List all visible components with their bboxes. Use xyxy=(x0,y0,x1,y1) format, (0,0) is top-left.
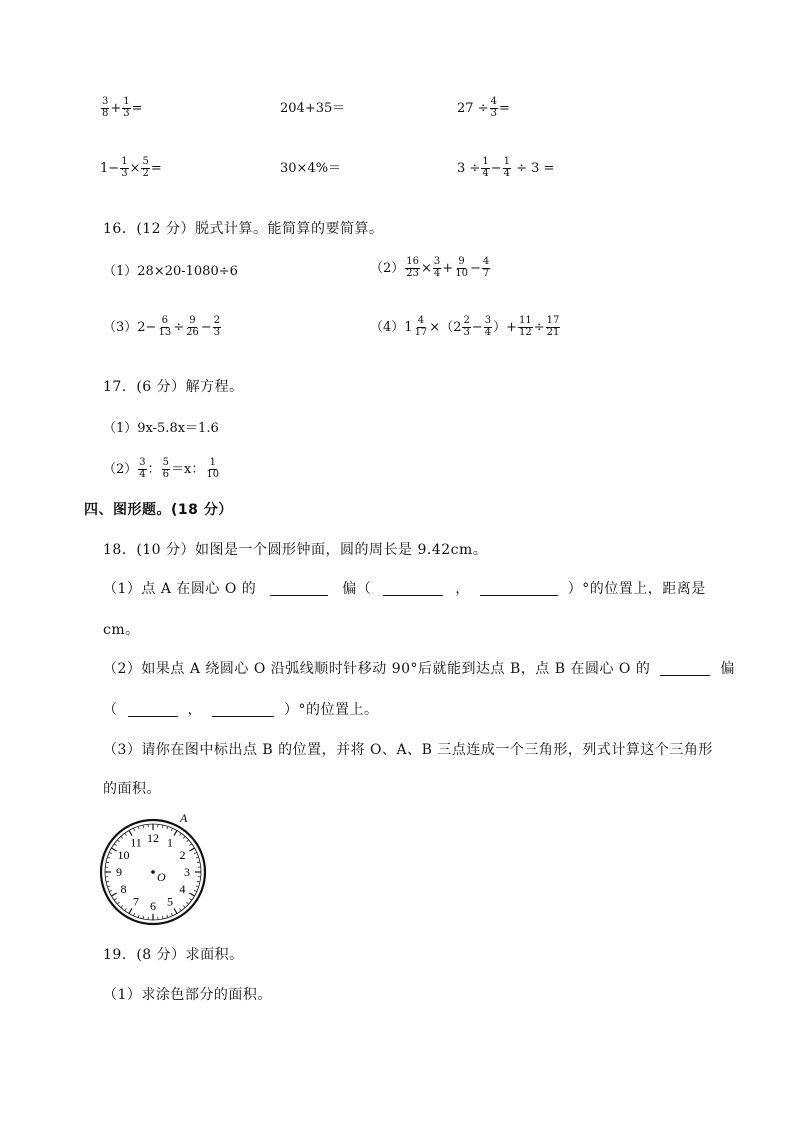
clock-number: 6 xyxy=(150,899,156,913)
q16-title: 16．(12 分）脱式计算。能简算的要简算。 xyxy=(103,221,384,237)
answer-blank[interactable] xyxy=(480,583,558,596)
clock-tick xyxy=(117,902,119,904)
clock-tick xyxy=(109,852,112,853)
clock-tick xyxy=(179,908,181,910)
fraction: $\frac{9}{26}$ xyxy=(186,315,199,338)
clock-tick xyxy=(186,902,188,904)
fraction: $\frac{17}{21}$ xyxy=(546,315,560,338)
q17-part2: （2） $\frac{3}{4}$ ： $\frac{5}{6}$ ＝x： $\frac{1}{10}$ xyxy=(103,457,220,480)
calc-r2-c3: 3 ÷ $\frac{1}{4}$ − $\frac{1}{4}$ ÷ 3 = xyxy=(457,156,555,179)
point-a-label: A xyxy=(180,811,188,825)
fraction: $\frac{11}{12}$ xyxy=(519,315,532,338)
q18-title: 18．(10 分）如图是一个圆形钟面，圆的周长是 9.42cm。 xyxy=(103,542,488,558)
clock-tick xyxy=(194,852,197,853)
clock-tick xyxy=(186,840,188,842)
clock-tick xyxy=(167,826,168,829)
clock-tick xyxy=(111,893,116,896)
clock-tick xyxy=(121,836,123,838)
clock-tick xyxy=(143,825,144,828)
fraction: $\frac{1}{4}$ xyxy=(503,156,510,179)
clock-tick xyxy=(125,908,127,910)
q16-part3: （3） 2− $\frac{6}{13}$ ÷ $\frac{9}{26}$ − $\frac{2}{3}$ xyxy=(103,315,221,338)
clock-tick xyxy=(111,848,116,851)
q18-part3-cont: 的面积。 xyxy=(103,781,161,797)
clock-tick xyxy=(138,826,139,829)
q16-part4: （4） 1 $\frac{4}{17}$ ×（2 $\frac{2}{3}$ − $\frac{3}{4}$ ）+ $\frac{11}{12}$ ÷ $\frac{17}{21}$ xyxy=(370,315,560,338)
fraction: $\frac{5}{2}$ xyxy=(142,156,149,179)
fraction: $\frac{3}{4}$ xyxy=(139,457,146,480)
clock-tick xyxy=(167,915,168,918)
section-heading: 四、图形题。(18 分） xyxy=(84,502,233,518)
answer-blank[interactable] xyxy=(660,663,710,676)
fraction: $\frac{3}{4}$ xyxy=(484,315,492,338)
clock-tick xyxy=(114,844,116,846)
clock-number: 10 xyxy=(117,848,130,862)
clock-tick xyxy=(171,913,172,916)
clock-tick xyxy=(133,828,134,831)
q18-part2: （2）如果点 A 绕圆心 O 沿弧线顺时针移动 90°后就能到达点 B，点 B 在圆心 O 的 偏 xyxy=(103,661,735,677)
calc-r1-c3: 27 ÷ $\frac{4}{3}$ = xyxy=(457,96,510,119)
clock-tick xyxy=(133,913,134,916)
clock-tick xyxy=(117,840,119,842)
clock-number: 9 xyxy=(116,865,122,879)
q17-title: 17．(6 分）解方程。 xyxy=(103,379,244,395)
clock-tick xyxy=(109,890,112,891)
calc-r1-c2: 204+35＝ xyxy=(280,101,346,116)
fraction: $\frac{1}{10}$ xyxy=(206,457,220,480)
q16-part1: （1）28×20-1080÷6 xyxy=(103,264,238,279)
fraction: $\frac{9}{10}$ xyxy=(455,256,468,279)
fraction: $\frac{3}{8}$ xyxy=(102,96,109,119)
clock-tick xyxy=(183,836,185,838)
clock-number: 7 xyxy=(133,894,139,909)
clock-number: 4 xyxy=(179,882,186,896)
fraction: $\frac{2}{3}$ xyxy=(213,315,221,338)
calc-r2-c1: 1 − $\frac{1}{3}$ × $\frac{5}{2}$ = xyxy=(100,156,162,179)
clock-number: 2 xyxy=(179,848,186,862)
clock-tick xyxy=(129,908,132,913)
clock-tick xyxy=(171,828,172,831)
q17-part1: （1）9x-5.8x＝1.6 xyxy=(103,421,219,436)
clock-tick xyxy=(196,857,199,858)
q18-part1: （1）点 A 在圆心 O 的 偏（ ， ）°的位置上，距离是 xyxy=(103,581,706,597)
clock-tick xyxy=(107,886,110,887)
fraction: $\frac{4}{7}$ xyxy=(482,256,490,279)
clock-tick xyxy=(106,862,109,863)
clock-tick xyxy=(174,830,177,835)
fraction: $\frac{5}{6}$ xyxy=(162,457,170,480)
fraction: $\frac{1}{4}$ xyxy=(482,156,489,179)
clock-number: 5 xyxy=(167,894,173,909)
q19-part1: （1）求涂色部分的面积。 xyxy=(103,987,272,1003)
fraction: $\frac{1}{3}$ xyxy=(123,96,130,119)
fraction: $\frac{2}{3}$ xyxy=(463,315,470,338)
answer-blank[interactable] xyxy=(270,583,328,596)
clock-tick xyxy=(189,844,191,846)
clock-number: 1 xyxy=(167,835,173,850)
clock-number: 11 xyxy=(130,835,142,850)
clock-number: 8 xyxy=(120,882,127,896)
clock-number: 12 xyxy=(147,831,159,845)
q19-title: 19．(8 分）求面积。 xyxy=(103,947,244,963)
center-label-o: O xyxy=(157,870,166,884)
calc-r1-c1: $\frac{3}{8}$ + $\frac{1}{3}$ = xyxy=(102,96,143,119)
clock-tick xyxy=(138,915,139,918)
clock-tick xyxy=(174,908,177,913)
fraction: $\frac{4}{3}$ xyxy=(490,96,497,119)
q18-part1-unit: cm。 xyxy=(103,622,140,638)
fraction: $\frac{1}{3}$ xyxy=(121,156,128,179)
clock-tick xyxy=(107,857,110,858)
clock-tick xyxy=(194,890,197,891)
clock-tick xyxy=(197,881,200,882)
calc-r2-c2: 30×4%＝ xyxy=(280,161,342,176)
clock-tick xyxy=(121,905,123,907)
fraction: $\frac{4}{17}$ xyxy=(414,315,428,338)
fraction: $\frac{6}{13}$ xyxy=(158,315,172,338)
answer-blank[interactable] xyxy=(383,583,443,596)
clock-tick xyxy=(162,916,163,919)
answer-blank[interactable] xyxy=(212,704,274,717)
clock-tick xyxy=(106,881,109,882)
answer-blank[interactable] xyxy=(128,704,178,717)
fraction: $\frac{3}{4}$ xyxy=(433,256,441,279)
clock-tick xyxy=(196,886,199,887)
center-dot xyxy=(151,870,155,874)
clock-tick xyxy=(162,825,163,828)
clock-tick xyxy=(189,848,194,851)
clock-figure xyxy=(95,810,215,930)
clock-tick xyxy=(183,905,185,907)
clock-tick xyxy=(179,833,181,835)
clock-tick xyxy=(114,898,116,900)
q18-part2-cont: （ ， ）°的位置上。 xyxy=(103,702,379,718)
clock-tick xyxy=(189,893,194,896)
fraction: $\frac{16}{23}$ xyxy=(406,256,420,279)
clock-tick xyxy=(125,833,127,835)
q16-part2: （2） $\frac{16}{23}$ × $\frac{3}{4}$ + $\frac{9}{10}$ − $\frac{4}{7}$ xyxy=(370,256,490,279)
clock-number: 3 xyxy=(184,865,190,879)
clock-tick xyxy=(143,916,144,919)
clock-tick xyxy=(189,898,191,900)
clock-tick xyxy=(197,862,200,863)
q18-part3: （3）请你在图中标出点 B 的位置，并将 O、A、B 三点连成一个三角形，列式计算这个三角形 xyxy=(103,742,713,758)
